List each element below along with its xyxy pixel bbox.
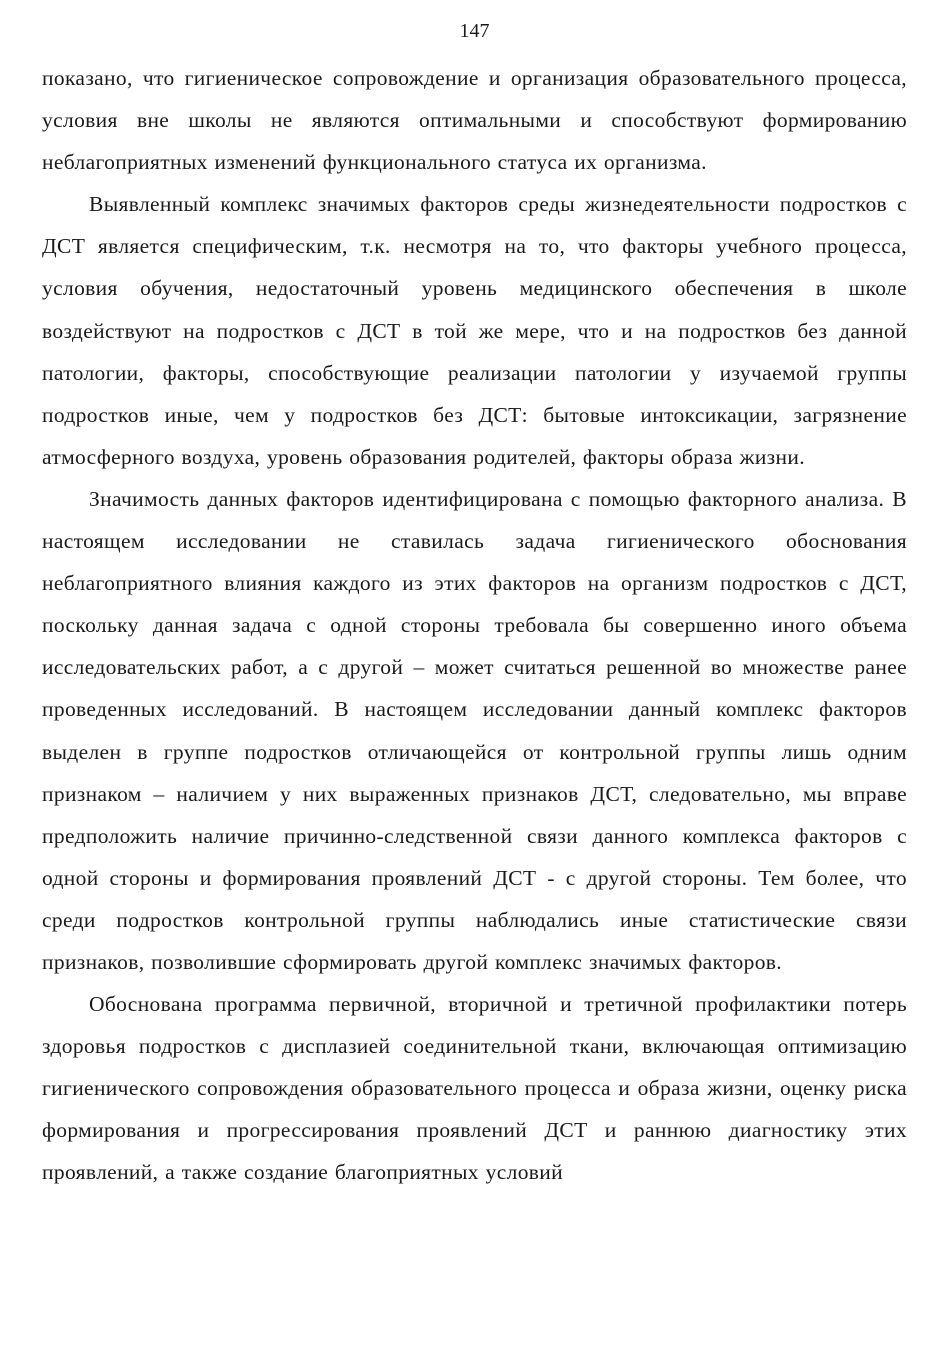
paragraph-4: Обоснована программа первичной, вторичной и третичной профилактики потерь здоровья подростков с дисплазией соединительной ткани, включающая оптимизацию гигиенического сопровождения образовательного процесса и образа жизни, оценку риска формирования и прогрессирования проявлений ДСТ и раннюю диагностику этих проявлений, а также создание благоприятных условий	[42, 992, 907, 1185]
paragraph-1: показано, что гигиеническое сопровождение и организация образовательного процесса, условия вне школы не являются оптимальными и способствуют формированию неблагоприятных изменений функционального статуса их организма.	[42, 66, 907, 175]
page-number: 147	[459, 20, 490, 42]
paragraph-3: Значимость данных факторов идентифицирована с помощью факторного анализа. В настоящем исследовании не ставилась задача гигиенического обоснования неблагоприятного влияния каждого из этих факторов на организм подростков с ДСТ, поскольку данная задача с одной стороны требовала бы совершенно иного объема исследовательских работ, а с другой – может считаться решенной во множестве ранее проведенных исследований. В настоящем исследовании данный комплекс факторов выделен в группе подростков отличающейся от контрольной группы лишь одним признаком – наличием у них выраженных признаков ДСТ, следовательно, мы вправе предположить наличие причинно-следственной связи данного комплекса факторов с одной стороны и формирования проявлений ДСТ - с другой стороны. Тем более, что среди подростков контрольной группы наблюдались иные статистические связи признаков, позволившие сформировать другой комплекс значимых факторов.	[42, 486, 907, 974]
document-body	[42, 57, 907, 1194]
paragraph-2: Выявленный комплекс значимых факторов среды жизнедеятельности подростков с ДСТ является специфическим, т.к. несмотря на то, что факторы учебного процесса, условия обучения, недостаточный уровень медицинского обеспечения в школе воздействуют на подростков с ДСТ в той же мере, что и на подростков без данной патологии, факторы, способствующие реализации патологии у изучаемой группы подростков иные, чем у подростков без ДСТ: бытовые интоксикации, загрязнение атмосферного воздуха, уровень образования родителей, факторы образа жизни.	[42, 192, 907, 469]
